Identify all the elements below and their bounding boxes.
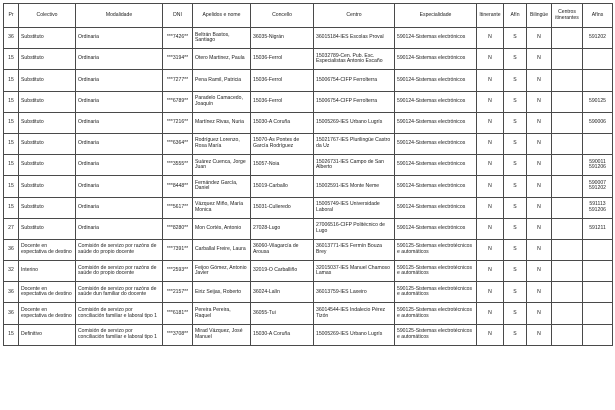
table-body <box>4 28 613 346</box>
cell-centros-itinerantes <box>552 112 583 133</box>
cell-centros-itinerantes <box>552 70 583 91</box>
cell-colectivo: Substituto <box>19 49 76 70</box>
cell-apelidos-nome: Carballal Freire, Laura <box>193 239 251 260</box>
cell-itinerante: N <box>477 239 504 260</box>
cell-centros-itinerantes <box>552 261 583 282</box>
cell-afin: S <box>504 28 527 49</box>
cell-dni: ***7216** <box>163 112 193 133</box>
cell-concello: 15019-Carballo <box>251 176 314 197</box>
cell-dni: ***6364** <box>163 133 193 154</box>
cell-afin: S <box>504 70 527 91</box>
table-row <box>4 112 613 133</box>
cell-pr: 15 <box>4 49 19 70</box>
cell-especialidade: 590125-Sistemas electrotécnicos e automáticos <box>395 324 477 345</box>
cell-dni: ***6789** <box>163 91 193 112</box>
cell-especialidade: 590125-Sistemas electrotécnicos e automáticos <box>395 261 477 282</box>
table-row <box>4 155 613 176</box>
cell-modalidade: Comisión de servizo por razóns de saúde do propio docente <box>76 239 163 260</box>
cell-itinerante: N <box>477 133 504 154</box>
cell-itinerante: N <box>477 91 504 112</box>
cell-dni: ***2157** <box>163 282 193 303</box>
cell-afin: S <box>504 49 527 70</box>
cell-pr: 32 <box>4 261 19 282</box>
cell-colectivo: Substituto <box>19 176 76 197</box>
table-row <box>4 239 613 260</box>
cell-itinerante: N <box>477 49 504 70</box>
cell-apelidos-nome: Paradelo Camacedo, Joaquín <box>193 91 251 112</box>
cell-modalidade: Ordinaria <box>76 197 163 218</box>
cell-pr: 15 <box>4 112 19 133</box>
cell-modalidade: Comisión de servizo por razóns de saúde do propio docente <box>76 261 163 282</box>
cell-itinerante: N <box>477 218 504 239</box>
cell-centro: 36015184-IES Escolas Proval <box>314 28 395 49</box>
table-row <box>4 197 613 218</box>
col-header-itinerante: Itinerante <box>477 4 504 28</box>
cell-colectivo: Substituto <box>19 91 76 112</box>
cell-modalidade: Ordinaria <box>76 28 163 49</box>
cell-centro: 15006754-CIFP Ferrolterra <box>314 91 395 112</box>
table-row <box>4 218 613 239</box>
cell-apelidos-nome: Pereira Pereira, Raquel <box>193 303 251 324</box>
cell-pr: 15 <box>4 324 19 345</box>
cell-concello: 36060-Vilagarcía de Arousa <box>251 239 314 260</box>
col-header-centro: Centro <box>314 4 395 28</box>
col-header-apelidos-nome: Apelidos e nome <box>193 4 251 28</box>
cell-especialidade: 590125-Sistemas electrotécnicos e automáticos <box>395 282 477 303</box>
cell-afins: 591113 591206 <box>583 197 613 218</box>
cell-bilingue: N <box>527 261 552 282</box>
cell-concello: 27028-Lugo <box>251 218 314 239</box>
cell-centro: 15006754-CIFP Ferrolterra <box>314 70 395 91</box>
cell-itinerante: N <box>477 155 504 176</box>
cell-colectivo: Substituto <box>19 155 76 176</box>
cell-dni: ***6181** <box>163 303 193 324</box>
cell-modalidade: Ordinaria <box>76 70 163 91</box>
cell-colectivo: Substituto <box>19 112 76 133</box>
cell-dni: ***7391** <box>163 239 193 260</box>
cell-especialidade: 590124-Sistemas electrónicos <box>395 91 477 112</box>
cell-bilingue: N <box>527 197 552 218</box>
cell-afins <box>583 49 613 70</box>
cell-centro: 15032789-Cen. Pub. Esc. Especialistas Antonio Escaño <box>314 49 395 70</box>
cell-pr: 15 <box>4 133 19 154</box>
table-row <box>4 261 613 282</box>
cell-concello: 15030-A Coruña <box>251 324 314 345</box>
cell-concello: 15036-Ferrol <box>251 49 314 70</box>
cell-afin: S <box>504 218 527 239</box>
table-row <box>4 70 613 91</box>
cell-colectivo: Substituto <box>19 70 76 91</box>
cell-modalidade: Ordinaria <box>76 218 163 239</box>
cell-modalidade: Ordinaria <box>76 176 163 197</box>
cell-concello: 36035-Nigrán <box>251 28 314 49</box>
cell-afins: 590125 <box>583 91 613 112</box>
cell-apelidos-nome: Rodríguez Lorenzo, Rosa María <box>193 133 251 154</box>
cell-afins: 590011 591206 <box>583 155 613 176</box>
col-header-colectivo: Colectivo <box>19 4 76 28</box>
cell-especialidade: 590124-Sistemas electrónicos <box>395 197 477 218</box>
assignments-table <box>3 3 613 346</box>
cell-itinerante: N <box>477 28 504 49</box>
cell-centros-itinerantes <box>552 239 583 260</box>
cell-dni: ***3708** <box>163 324 193 345</box>
cell-modalidade: Ordinaria <box>76 155 163 176</box>
cell-pr: 15 <box>4 70 19 91</box>
cell-centro: 36013759-IES Laxeiro <box>314 282 395 303</box>
cell-bilingue: N <box>527 282 552 303</box>
cell-itinerante: N <box>477 197 504 218</box>
cell-centros-itinerantes <box>552 91 583 112</box>
cell-apelidos-nome: Pena Ramil, Patricia <box>193 70 251 91</box>
cell-especialidade: 590124-Sistemas electrónicos <box>395 176 477 197</box>
cell-colectivo: Interino <box>19 261 76 282</box>
cell-afin: S <box>504 91 527 112</box>
col-header-afin: Afín <box>504 4 527 28</box>
cell-dni: ***8448** <box>163 176 193 197</box>
table-row <box>4 28 613 49</box>
cell-dni: ***3194** <box>163 49 193 70</box>
cell-centro: 15021767-IES Plurilingüe Castro da Uz <box>314 133 395 154</box>
cell-colectivo: Docente en expectativa de destino <box>19 239 76 260</box>
cell-modalidade: Ordinaria <box>76 91 163 112</box>
cell-centro: 27006516-CIFP Politécnico de Lugo <box>314 218 395 239</box>
cell-centro: 15005269-IES Urbano Lugrís <box>314 324 395 345</box>
cell-pr: 36 <box>4 282 19 303</box>
table-row <box>4 282 613 303</box>
cell-colectivo: Substituto <box>19 133 76 154</box>
cell-bilingue: N <box>527 70 552 91</box>
table-row <box>4 91 613 112</box>
cell-centros-itinerantes <box>552 218 583 239</box>
cell-especialidade: 590124-Sistemas electrónicos <box>395 218 477 239</box>
cell-especialidade: 590124-Sistemas electrónicos <box>395 70 477 91</box>
cell-centro: 15026731-IES Campo de San Alberto <box>314 155 395 176</box>
cell-afins <box>583 239 613 260</box>
cell-especialidade: 590125-Sistemas electrotécnicos e automáticos <box>395 303 477 324</box>
cell-modalidade: Ordinaria <box>76 112 163 133</box>
cell-itinerante: N <box>477 112 504 133</box>
table-row <box>4 303 613 324</box>
cell-afins: 591202 <box>583 28 613 49</box>
cell-concello: 36055-Tui <box>251 303 314 324</box>
cell-afin: S <box>504 197 527 218</box>
cell-pr: 15 <box>4 91 19 112</box>
cell-colectivo: Substituto <box>19 28 76 49</box>
cell-bilingue: N <box>527 91 552 112</box>
cell-centros-itinerantes <box>552 176 583 197</box>
cell-apelidos-nome: Martínez Rivas, Nuria <box>193 112 251 133</box>
cell-bilingue: N <box>527 133 552 154</box>
col-header-pr: Pr <box>4 4 19 28</box>
cell-centro: 36014544-IES Indalecio Pérez Tizón <box>314 303 395 324</box>
cell-concello: 15070-As Pontes de García Rodríguez <box>251 133 314 154</box>
cell-afins <box>583 324 613 345</box>
col-header-concello: Concello <box>251 4 314 28</box>
cell-afins <box>583 303 613 324</box>
cell-afin: S <box>504 324 527 345</box>
cell-afins: 591211 <box>583 218 613 239</box>
cell-especialidade: 590124-Sistemas electrónicos <box>395 133 477 154</box>
cell-dni: ***2593** <box>163 261 193 282</box>
table-row <box>4 176 613 197</box>
cell-modalidade: Comisión de servizo por conciliación familiar e laboral tipo 1 <box>76 324 163 345</box>
cell-itinerante: N <box>477 282 504 303</box>
cell-centros-itinerantes <box>552 155 583 176</box>
cell-afins <box>583 133 613 154</box>
col-header-centros-itinerantes: Centros itinerantes <box>552 4 583 28</box>
col-header-dni: DNI <box>163 4 193 28</box>
cell-modalidade: Ordinaria <box>76 49 163 70</box>
cell-colectivo: Substituto <box>19 218 76 239</box>
cell-afins <box>583 261 613 282</box>
cell-afin: S <box>504 261 527 282</box>
cell-dni: ***3555** <box>163 155 193 176</box>
cell-bilingue: N <box>527 155 552 176</box>
cell-centros-itinerantes <box>552 303 583 324</box>
cell-centro: 32015037-IES Manuel Chamoso Lamas <box>314 261 395 282</box>
header-row <box>4 4 613 28</box>
cell-itinerante: N <box>477 70 504 91</box>
cell-bilingue: N <box>527 239 552 260</box>
cell-afin: S <box>504 133 527 154</box>
cell-modalidade: Comisión de servizo por razóns de saúde dun familiar do docente <box>76 282 163 303</box>
cell-dni: ***7426** <box>163 28 193 49</box>
cell-afins <box>583 282 613 303</box>
cell-itinerante: N <box>477 303 504 324</box>
cell-apelidos-nome: Beltrán Bastos, Santiago <box>193 28 251 49</box>
cell-afins: 590006 <box>583 112 613 133</box>
cell-afin: S <box>504 155 527 176</box>
cell-afin: S <box>504 176 527 197</box>
col-header-bilingue: Bilingüe <box>527 4 552 28</box>
cell-bilingue: N <box>527 28 552 49</box>
table-row <box>4 133 613 154</box>
cell-bilingue: N <box>527 218 552 239</box>
cell-concello: 15030-A Coruña <box>251 112 314 133</box>
cell-bilingue: N <box>527 324 552 345</box>
cell-afins: 590007 591202 <box>583 176 613 197</box>
cell-colectivo: Definitivo <box>19 324 76 345</box>
cell-centro: 15005269-IES Urbano Lugrís <box>314 112 395 133</box>
cell-colectivo: Substituto <box>19 197 76 218</box>
col-header-especialidade: Especialidade <box>395 4 477 28</box>
cell-apelidos-nome: Vázquez Miño, María Monica <box>193 197 251 218</box>
cell-dni: ***5617** <box>163 197 193 218</box>
cell-afin: S <box>504 112 527 133</box>
cell-centro: 15005749-IES Universidade Laboral <box>314 197 395 218</box>
table-header <box>4 4 613 28</box>
cell-dni: ***7277** <box>163 70 193 91</box>
cell-afin: S <box>504 282 527 303</box>
cell-modalidade: Ordinaria <box>76 133 163 154</box>
cell-centros-itinerantes <box>552 28 583 49</box>
cell-pr: 15 <box>4 155 19 176</box>
cell-itinerante: N <box>477 261 504 282</box>
col-header-modalidade: Modalidade <box>76 4 163 28</box>
cell-pr: 36 <box>4 239 19 260</box>
cell-apelidos-nome: Mirad Vázquez, José Manuel <box>193 324 251 345</box>
cell-centros-itinerantes <box>552 197 583 218</box>
cell-centros-itinerantes <box>552 282 583 303</box>
cell-apelidos-nome: Fernández García, Daniel <box>193 176 251 197</box>
cell-centro: 36013771-IES Fermín Bouza Brey <box>314 239 395 260</box>
cell-especialidade: 590124-Sistemas electrónicos <box>395 155 477 176</box>
col-header-afins: Afíns <box>583 4 613 28</box>
cell-itinerante: N <box>477 176 504 197</box>
cell-modalidade: Comisión de servizo por conciliación familiar e laboral tipo 1 <box>76 303 163 324</box>
cell-apelidos-nome: Otero Martinez, Paula <box>193 49 251 70</box>
cell-itinerante: N <box>477 324 504 345</box>
cell-concello: 15036-Ferrol <box>251 70 314 91</box>
table-row <box>4 324 613 345</box>
cell-centros-itinerantes <box>552 49 583 70</box>
table-row <box>4 49 613 70</box>
cell-especialidade: 590124-Sistemas electrónicos <box>395 112 477 133</box>
cell-centros-itinerantes <box>552 133 583 154</box>
cell-bilingue: N <box>527 303 552 324</box>
cell-apelidos-nome: Feijoo Gómez, Antonio Javier <box>193 261 251 282</box>
cell-dni: ***8280** <box>163 218 193 239</box>
cell-bilingue: N <box>527 112 552 133</box>
cell-pr: 36 <box>4 28 19 49</box>
cell-especialidade: 590125-Sistemas electrotécnicos e automáticos <box>395 239 477 260</box>
cell-apelidos-nome: Suárez Cuenca, Jorge Juan <box>193 155 251 176</box>
cell-pr: 36 <box>4 303 19 324</box>
cell-concello: 15031-Culleredo <box>251 197 314 218</box>
cell-concello: 36024-Lalín <box>251 282 314 303</box>
page <box>3 3 612 346</box>
cell-pr: 27 <box>4 218 19 239</box>
cell-centros-itinerantes <box>552 324 583 345</box>
cell-afin: S <box>504 303 527 324</box>
cell-afin: S <box>504 239 527 260</box>
cell-especialidade: 590124-Sistemas electrónicos <box>395 49 477 70</box>
cell-colectivo: Docente en expectativa de destino <box>19 303 76 324</box>
cell-concello: 15036-Ferrol <box>251 91 314 112</box>
cell-especialidade: 590124-Sistemas electrónicos <box>395 28 477 49</box>
cell-colectivo: Docente en expectativa de destino <box>19 282 76 303</box>
cell-apelidos-nome: Eiriz Seijas, Roberto <box>193 282 251 303</box>
cell-concello: 32019-O Carballiño <box>251 261 314 282</box>
cell-concello: 15057-Noia <box>251 155 314 176</box>
cell-afins <box>583 70 613 91</box>
cell-pr: 15 <box>4 176 19 197</box>
cell-bilingue: N <box>527 49 552 70</box>
cell-pr: 15 <box>4 197 19 218</box>
cell-bilingue: N <box>527 176 552 197</box>
cell-apelidos-nome: Mon Cortés, Antonio <box>193 218 251 239</box>
cell-centro: 15002591-IES Monte Neme <box>314 176 395 197</box>
